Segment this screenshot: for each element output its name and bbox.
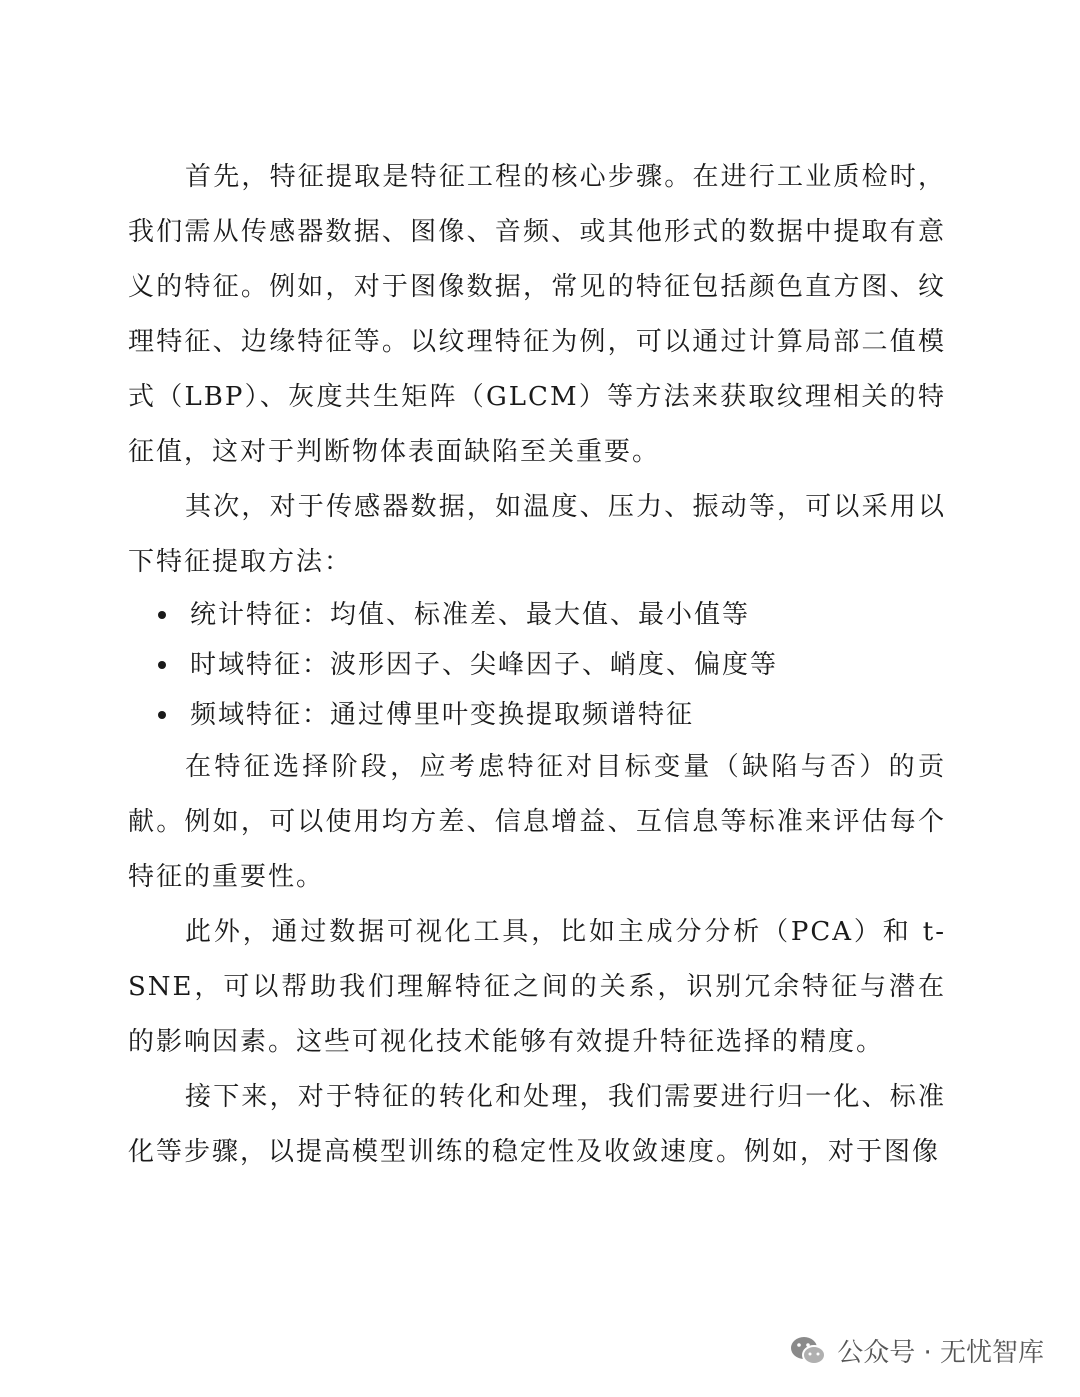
document-body bbox=[128, 150, 946, 1180]
paragraph-feature-extraction: 首先，特征提取是特征工程的核心步骤。在进行工业质检时，我们需从传感器数据、图像、音频、或其他形式的数据中提取有意义的特征。例如，对于图像数据，常见的特征包括颜色直方图、纹理特征、边缘特征等。以纹理特征为例，可以通过计算局部二值模式（LBP）、灰度共生矩阵（GLCM）等方法来获取纹理相关的特征值，这对于判断物体表面缺陷至关重要。 bbox=[128, 162, 946, 467]
list-item: 频域特征：通过傅里叶变换提取频谱特征 bbox=[128, 690, 946, 740]
feature-method-list bbox=[128, 590, 946, 740]
bullet-icon bbox=[158, 711, 166, 719]
list-item: 统计特征：均值、标准差、最大值、最小值等 bbox=[128, 590, 946, 640]
paragraph-visualization: 此外，通过数据可视化工具，比如主成分分析（PCA）和 t-SNE，可以帮助我们理解特征之间的关系，识别冗余特征与潜在的影响因素。这些可视化技术能够有效提升特征选择的精度。 bbox=[128, 917, 946, 1057]
paragraph-sensor-data: 其次，对于传感器数据，如温度、压力、振动等，可以采用以下特征提取方法： bbox=[128, 492, 946, 577]
bullet-icon bbox=[158, 611, 166, 619]
bullet-icon bbox=[158, 661, 166, 669]
watermark bbox=[789, 1332, 1044, 1369]
paragraph-feature-selection: 在特征选择阶段，应考虑特征对目标变量（缺陷与否）的贡献。例如，可以使用均方差、信息增益、互信息等标准来评估每个特征的重要性。 bbox=[128, 752, 946, 892]
list-item: 时域特征：波形因子、尖峰因子、峭度、偏度等 bbox=[128, 640, 946, 690]
watermark-text: 公众号 · 无忧智库 bbox=[837, 1338, 1044, 1368]
paragraph-normalization: 接下来，对于特征的转化和处理，我们需要进行归一化、标准化等步骤，以提高模型训练的稳定性及收敛速度。例如，对于图像 bbox=[128, 1082, 946, 1167]
wechat-icon bbox=[789, 1335, 827, 1367]
